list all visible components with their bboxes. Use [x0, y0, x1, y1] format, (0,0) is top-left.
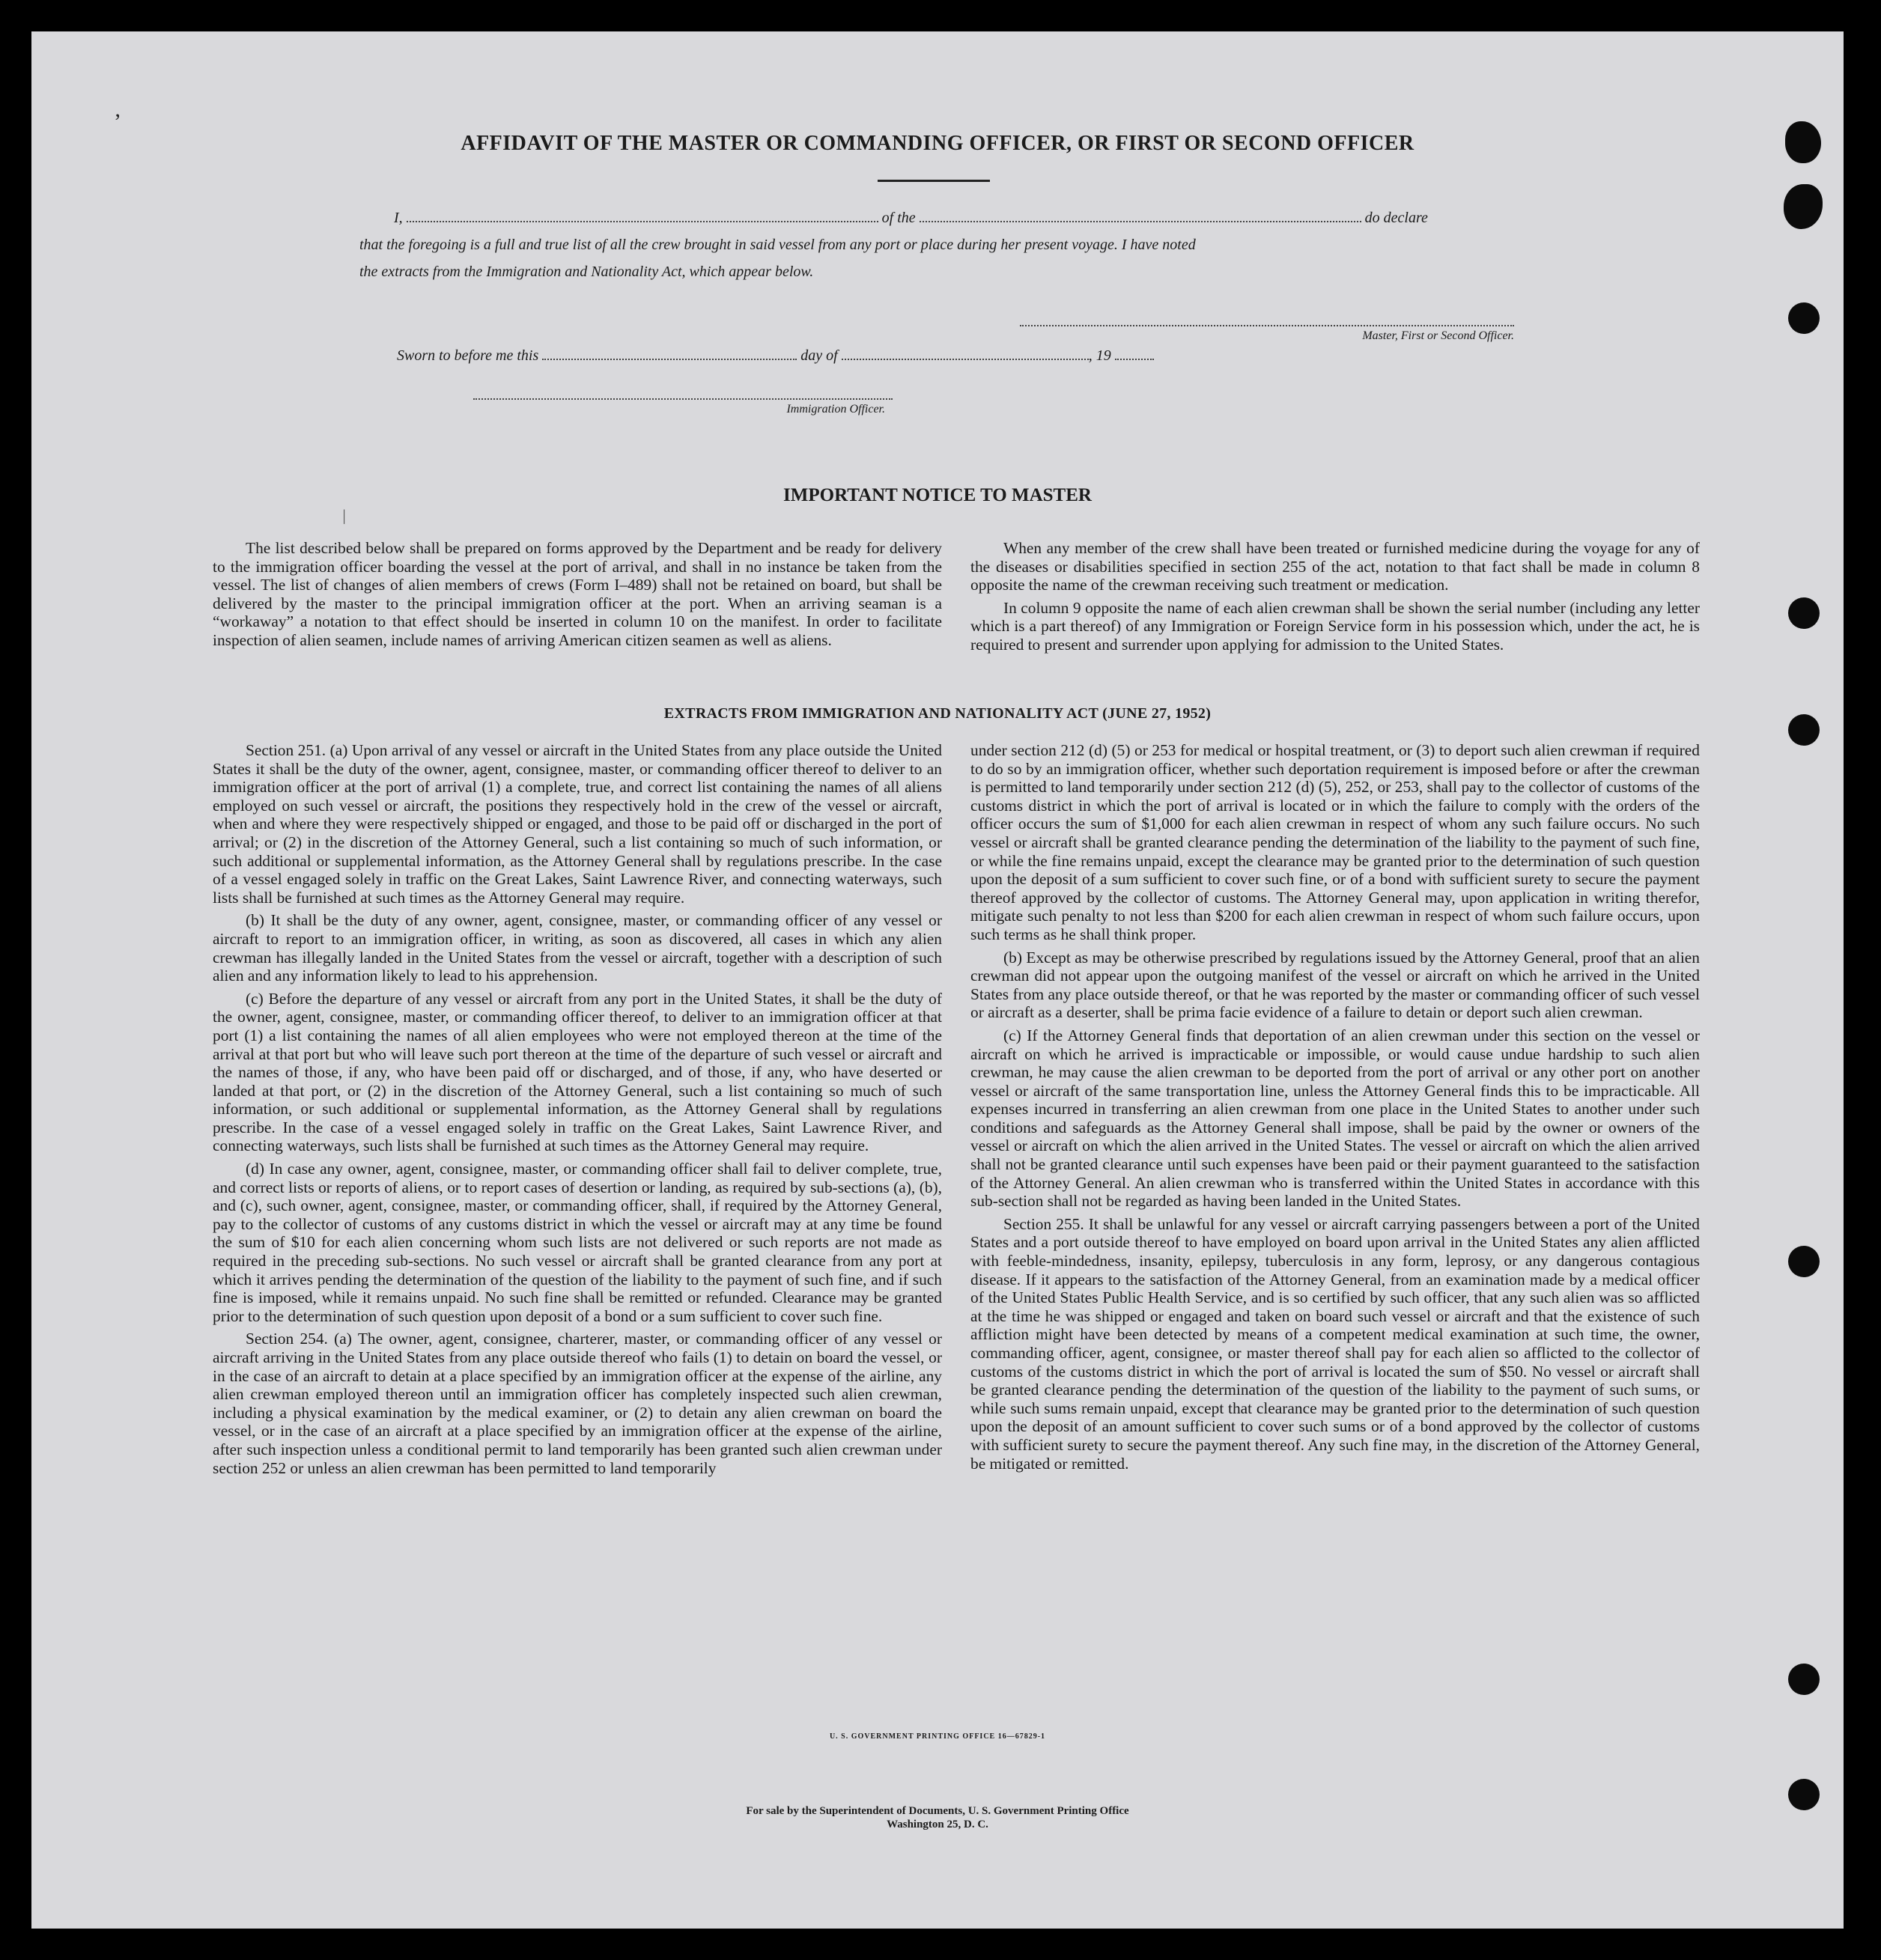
notice-right-column: [970, 539, 1700, 659]
section-254a: Section 254. (a) The owner, agent, consignee, charterer, master, or commanding officer of any vessel or aircraft arriving in the United States from any place outside thereof who fails (1) to detain on board the vessel, or in the case of an aircraft to detain at a place specified by an immigration officer at the expense of the airline, any alien crewman employed thereon until an immigration officer has completely inspected such alien crewman, including a physical examination by the medical examiner, or (2) to detain any alien crewman on board the vessel, or in the case of an aircraft at a place specified by an immigration officer at the expense of the airline, after such inspection unless a conditional permit to land temporarily has been granted such alien crewman under section 252 or unless an alien crewman has been permitted to land temporarily: [213, 1330, 942, 1477]
punch-hole: [1788, 1246, 1820, 1277]
section-251d: (d) In case any owner, agent, consignee, master, or commanding officer shall fail to deliver complete, true, and correct lists or reports of aliens, or to report cases of desertion or landing, as required by sub-sections (a), (b), and (c), such owner, agent, consignee, master, or commanding officer, shall, if required by the Attorney General, pay to the collector of customs of any customs district in which the vessel or aircraft may at any time be found the sum of $10 for each alien concerning whom such lists are not delivered or such reports are not made as required in the preceding sub-sections. No such vessel or aircraft shall be granted clearance from any port at which it arrives pending the determination of the question of the liability to the payment of such fine, and if such fine is imposed, while it remains unpaid. No such fine shall be remitted or refunded. Clearance may be granted prior to the determination of such question upon deposit of a bond or a sum sufficient to cover such fine.: [213, 1160, 942, 1325]
punch-hole: [1788, 1779, 1820, 1810]
section-254b: (b) Except as may be otherwise prescribed by regulations issued by the Attorney General, proof that an alien crewman did not appear upon the outgoing manifest of the vessel or aircraft on which he arrived in the United States from any place outside thereof, or that he was reported by the master or commanding officer of such vessel or aircraft as a deserter, shall be prima facie evidence of a failure to detain or deport such alien crewman.: [970, 948, 1700, 1022]
punch-hole: [1788, 1664, 1820, 1695]
sworn-line: [397, 347, 1295, 365]
section-254c: (c) If the Attorney General finds that deportation of an alien crewman under this section on the vessel or aircraft on which he arrived is impracticable or impossible, or would cause undue hardship to such alien crewman, he may cause the alien crewman to be deported from the port of arrival or any other port on another vessel or aircraft of the same transportation line, unless the Attorney General finds this to be impracticable. All expenses incurred in transferring an alien crewman from one place in the United States to another under such conditions and safeguards as the Attorney General shall impose, shall be paid by the owner or owners of the vessel or aircraft on which the alien arrived in the United States. The vessel or aircraft on which the alien arrived shall not be granted clearance until such expenses have been paid or their payment guaranteed to the satisfaction of the Attorney General. An alien crewman who is transferred within the United States in accordance with this sub-section shall not be regarded as having been landed in the United States.: [970, 1026, 1700, 1211]
do-declare-label: do declare: [1364, 210, 1428, 226]
i-label: I,: [394, 210, 403, 226]
section-251b: (b) It shall be the duty of any owner, agent, consignee, master, or commanding officer of any vessel or aircraft to report to an immigration officer, in writing, as soon as discovered, all cases in which any alien crewman has illegally landed in the United States from the vessel or aircraft, together with a description of such alien and any information likely to lead to his apprehension.: [213, 911, 942, 985]
sale-notice: [31, 1804, 1844, 1831]
notice-title: IMPORTANT NOTICE TO MASTER: [783, 485, 1092, 505]
of-the-label: of the: [881, 210, 916, 226]
document-page: [31, 31, 1844, 1929]
master-signature-line[interactable]: [1020, 325, 1514, 326]
printer-imprint: U. S. GOVERNMENT PRINTING OFFICE 16—67829-1: [829, 1732, 1046, 1741]
notice-left-paragraph: The list described below shall be prepared on forms approved by the Department and be ready for delivery to the immigration officer boarding the vessel at the port of arrival, and shall in no instance be taken from the vessel. The list of changes of alien members of crews (Form I–489) shall not be retained on board, but shall be delivered by the master to the principal immigration officer at the port. When an arriving seaman is a “workaway” a notation to that effect should be inserted in column 10 on the manifest. In order to facilitate inspection of alien seamen, include names of arriving American citizen seamen as well as aliens.: [213, 539, 942, 649]
section-255: Section 255. It shall be unlawful for any vessel or aircraft carrying passengers between a port of the United States and a port outside thereof to have employed on board upon arrival in the United States any alien afflicted with feeble-mindedness, insanity, epilepsy, tuberculosis in any form, leprosy, or any dangerous contagious disease. If it appears to the satisfaction of the Attorney General, from an examination made by a medical officer of the United States Public Health Service, and is so certified by such officer, that any such alien was so afflicted at the time he was shipped or engaged and taken on board such vessel or aircraft and that the existence of such affliction might have been detected by means of a competent medical examination at such time, the owner, commanding officer, agent, consignee, or master thereof shall pay for each alien so afflicted to the collector of customs of the customs district in which the port of arrival is located the sum of $50. No vessel or aircraft shall be granted clearance pending the determination of the question of the liability to the payment of such sums, or while such sums remain unpaid, except that clearance may be granted prior to the determination of such question upon the deposit of an amount sufficient to cover such sums or of a bond approved by the collector of customs with sufficient surety to secure the payment thereof. Any such fine may, in the discretion of the Attorney General, be mitigated or remitted.: [970, 1214, 1700, 1473]
extracts-left-column: [213, 741, 942, 1482]
extracts-right-column: [970, 741, 1700, 1477]
vessel-blank[interactable]: [920, 221, 1361, 222]
punch-hole: [1788, 597, 1820, 629]
scan-mark: ’: [114, 109, 121, 134]
punch-hole: [1784, 184, 1823, 229]
section-251c: (c) Before the departure of any vessel or aircraft from any port in the United States, it shall be the duty of the owner, agent, consignee, master, or commanding officer thereof, to deliver to an immigration officer at that port (1) a list containing the names of all alien employees who were not employed thereon at the time of the arrival at that port but who will leave such port thereon at the time of the departure of such vessel or aircraft and the names of those, if any, who have been paid off or discharged, and of those, if any, who have deserted or landed at that port, or (2) in the discretion of the Attorney General, such a list containing so much of such information, or such additional or supplemental information, as the Attorney General shall by regulations prescribe. In the case of a vessel engaged solely in traffic on the Great Lakes, Saint Lawrence River, and connecting waterways, such lists shall be furnished at such times as the Attorney General may require.: [213, 989, 942, 1155]
declaration-fill-line: [394, 210, 1547, 232]
section-251a: Section 251. (a) Upon arrival of any vessel or aircraft in the United States from any place outside the United States it shall be the duty of the owner, agent, consignee, master, or commanding officer thereof to deliver to an immigration officer at the port of arrival (1) a complete, true, and correct list containing the names of all aliens employed on such vessel or aircraft, the positions they respectively hold in the crew of the vessel or aircraft, when and where they were respectively shipped or engaged, and those to be paid off or discharged in the port of arrival; or (2) in the discretion of the Attorney General, such a list containing so much of such information, or such additional or supplemental information, as the Attorney General shall by regulations prescribe. In the case of a vessel engaged solely in traffic on the Great Lakes, Saint Lawrence River, and connecting waterways, such lists shall be furnished at such times as the Attorney General may require.: [213, 741, 942, 907]
declaration-line-2: the extracts from the Immigration and Nationality Act, which appear below.: [359, 264, 814, 280]
extracts-title: EXTRACTS FROM IMMIGRATION AND NATIONALITY ACT (JUNE 27, 1952): [663, 705, 1212, 722]
notice-left-column: [213, 539, 942, 654]
section-254a-continued: under section 212 (d) (5) or 253 for medical or hospital treatment, or (3) to deport such alien crewman if required to do so by an immigration officer, whether such deportation requirement is imposed before or after the crewman is permitted to land temporarily under section 212 (d) (5), 252, or 253, shall pay to the collector of customs of the customs district in which the port of arrival is located or in which the failure to comply with the orders of the officer occurs the sum of $1,000 for each alien crewman in respect of whom any such failure occurs. No such vessel or aircraft shall be granted clearance pending the determination of the liability to the payment of such fine, or while the fine remains unpaid, except the clearance may be granted prior to the determination of such question upon the deposit of a sum sufficient to cover such fine, or of a bond with sufficient surety to secure the payment thereof approved by the collector of customs. The Attorney General may, upon application in writing therefor, mitigate such penalty to not less than $200 for each alien crewman in respect of whom such failure occurs, upon such terms as he shall think proper.: [970, 741, 1700, 943]
punch-hole: [1788, 302, 1820, 334]
notice-right-paragraph-2: In column 9 opposite the name of each alien crewman shall be shown the serial number (including any letter which is a part thereof) of any Immigration or Foreign Service form in his possession which, under the act, he is required to present and surrender upon applying for admission to the United States.: [970, 598, 1700, 654]
year-label: , 19: [1088, 347, 1111, 364]
affidavit-title: AFFIDAVIT OF THE MASTER OR COMMANDING OFFICER, OR FIRST OR SECOND OFFICER: [461, 132, 1414, 155]
name-blank[interactable]: [407, 221, 878, 222]
title-underline: [878, 180, 990, 182]
sale-line-1: For sale by the Superintendent of Documents, U. S. Government Printing Office: [746, 1805, 1129, 1817]
master-signature-label: Master, First or Second Officer.: [1362, 329, 1514, 342]
officer-signature-label: Immigration Officer.: [786, 403, 885, 416]
sale-line-2: Washington 25, D. C.: [887, 1819, 988, 1830]
notice-right-paragraph-1: When any member of the crew shall have been treated or furnished medicine during the voyage for any of the diseases or disabilities specified in section 255 of the act, notation to that fact shall be made in column 8 opposite the name of the crewman receiving such treatment or medication.: [970, 539, 1700, 594]
scan-mark: │: [340, 511, 349, 523]
year-blank[interactable]: [1115, 359, 1154, 360]
declaration-line-1: that the foregoing is a full and true list of all the crew brought in said vessel from any port or place during her present voyage. I have noted: [359, 237, 1196, 253]
punch-hole: [1785, 121, 1821, 163]
sworn-label: Sworn to before me this: [397, 347, 539, 364]
officer-signature-line[interactable]: [473, 398, 893, 400]
month-blank[interactable]: [842, 359, 1089, 360]
day-of-label: day of: [800, 347, 838, 364]
punch-hole: [1788, 714, 1820, 746]
day-blank[interactable]: [542, 359, 797, 360]
